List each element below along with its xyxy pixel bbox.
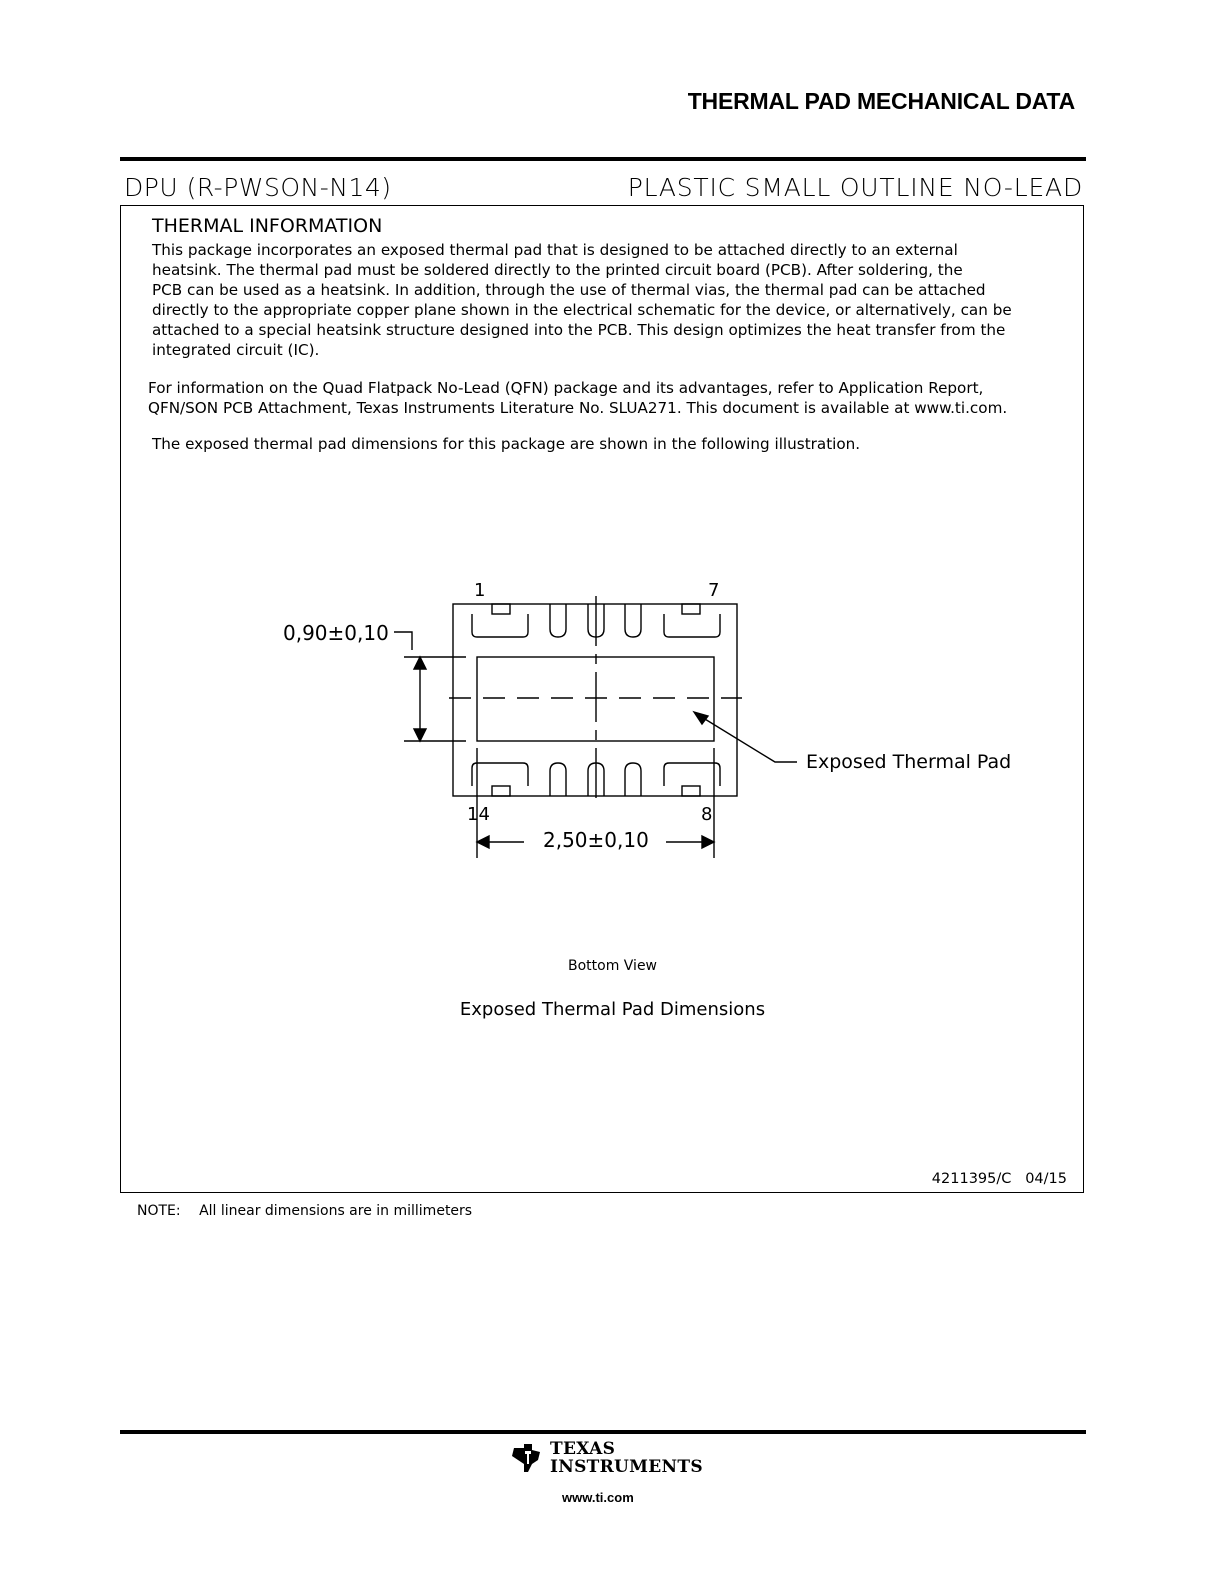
note-label: NOTE: (137, 1203, 181, 1219)
para1-line: integrated circuit (IC). (152, 341, 320, 359)
ti-wordmark (550, 1440, 703, 1476)
pin-label-7: 7 (708, 580, 720, 601)
view-caption: Bottom View (567, 958, 658, 974)
para1-line: heatsink. The thermal pad must be soldered directly to the printed circuit board (PCB). After soldering, the (152, 261, 963, 279)
pin-label-14: 14 (467, 804, 490, 825)
ti-wordmark-line1: TEXAS (550, 1439, 616, 1459)
dim-arrow-right (702, 836, 714, 848)
note-text: All linear dimensions are in millimeters (199, 1203, 473, 1219)
footer-url: www.ti.com (562, 1490, 634, 1505)
dim-height-label: 0,90±0,10 (283, 621, 389, 645)
para1-line: directly to the appropriate copper plane shown in the electrical schematic for the device, or alternatively, can be (152, 301, 1012, 319)
ti-wordmark-line2: INSTRUMENTS (550, 1457, 703, 1477)
note (137, 1203, 472, 1219)
package-type: PLASTIC SMALL OUTLINE NO-LEAD (627, 173, 1083, 202)
dim-arrow-up (414, 657, 426, 669)
package-id: DPU (R-PWSON-N14) (124, 173, 392, 202)
callout-arrow (694, 712, 708, 724)
ti-logo (510, 1440, 710, 1510)
para1-line: attached to a special heatsink structure designed into the PCB. This design optimizes the heat transfer from the (152, 321, 1006, 339)
dim-arrow-down (414, 729, 426, 741)
callout-label: Exposed Thermal Pad (806, 751, 1012, 773)
package-outline (453, 604, 737, 796)
section-title: THERMAL INFORMATION (152, 215, 383, 237)
dim-width-label: 2,50±0,10 (543, 828, 649, 852)
pin-label-8: 8 (701, 804, 713, 825)
para1-line: This package incorporates an exposed thermal pad that is designed to be attached directly to an external (152, 241, 958, 259)
page-header-title: THERMAL PAD MECHANICAL DATA (687, 88, 1075, 114)
bottom-rule (120, 1430, 1086, 1434)
dim-arrow-left (477, 836, 489, 848)
ti-state-icon (510, 1442, 544, 1476)
para1-line: PCB can be used as a heatsink. In addition, through the use of thermal vias, the thermal pad can be attached (152, 281, 986, 299)
para2-line: For information on the Quad Flatpack No-Lead (QFN) package and its advantages, refer to Application Report, (148, 379, 984, 397)
document-number: 4211395/C 04/15 (931, 1171, 1067, 1187)
pin-label-1: 1 (474, 580, 486, 601)
paragraph-3: The exposed thermal pad dimensions for this package are shown in the following illustration. (152, 435, 861, 453)
figure-caption: Exposed Thermal Pad Dimensions (459, 999, 766, 1020)
para2-line: QFN/SON PCB Attachment, Texas Instruments Literature No. SLUA271. This document is available at www.ti.com. (148, 399, 1008, 417)
dim-height-leader (394, 632, 412, 650)
